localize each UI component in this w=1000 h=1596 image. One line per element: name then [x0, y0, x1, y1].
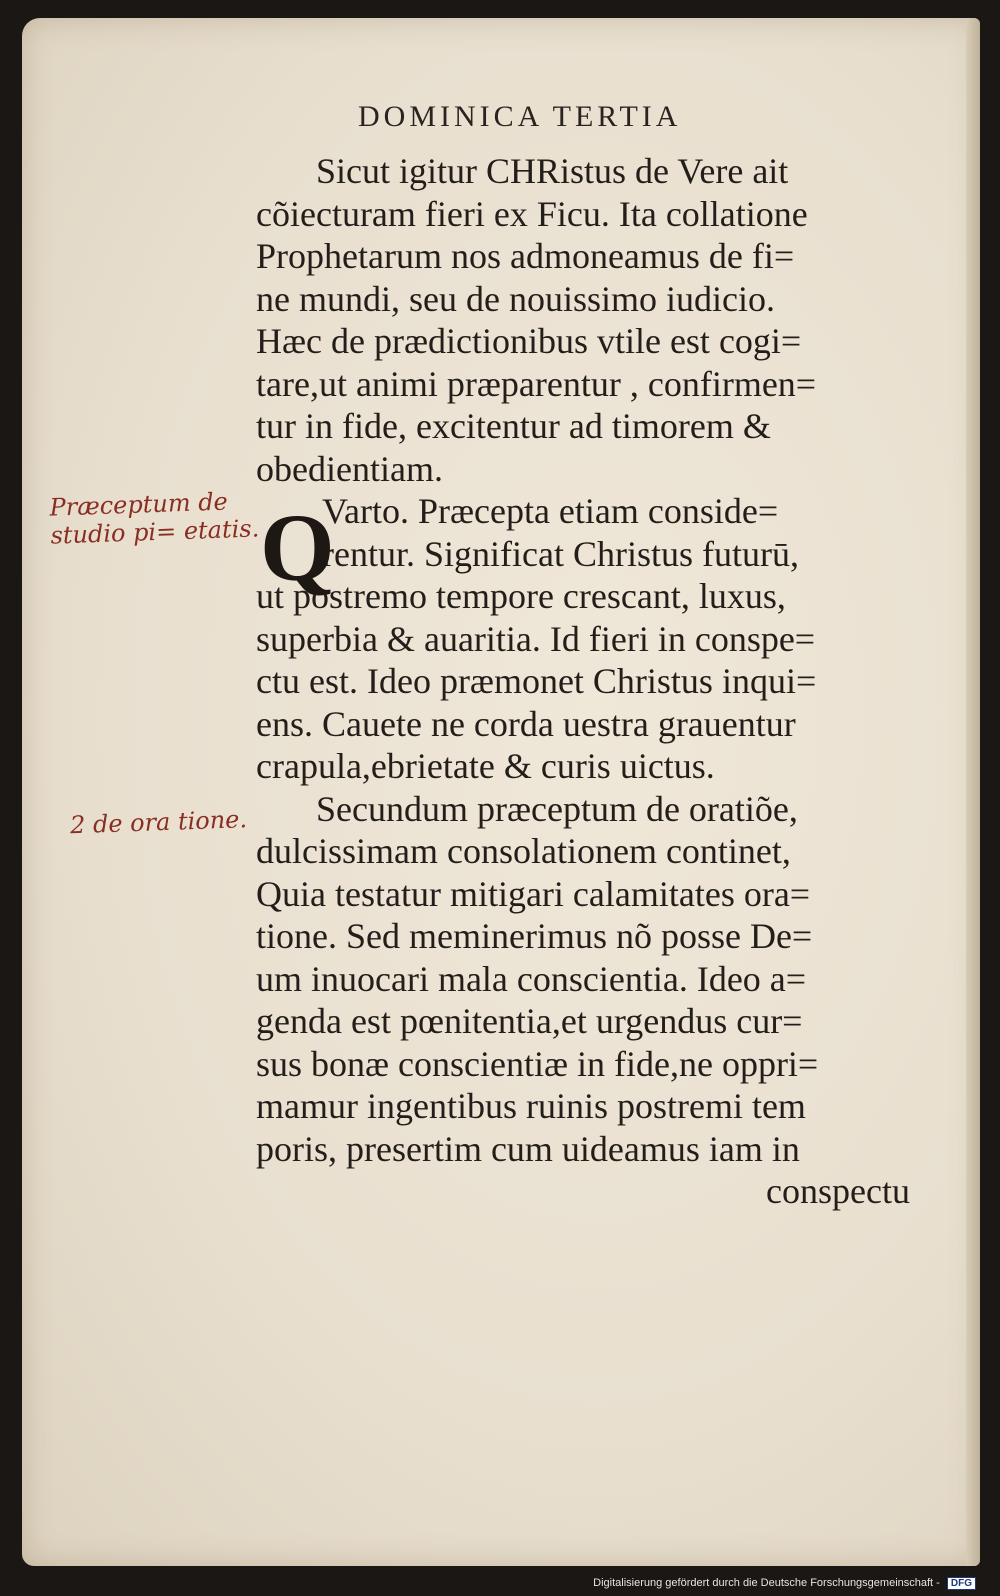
text-line: um inuocari mala conscientia. Ideo a= — [256, 958, 807, 999]
text-line: Varto. Præcepta etiam conside= — [322, 491, 779, 531]
footer-text: Digitalisierung gefördert durch die Deutsche Forschungsgemeinschaft - — [593, 1577, 940, 1589]
text-line: ut postremo tempore crescant, luxus, — [256, 576, 786, 616]
drop-cap-initial: Q — [260, 494, 335, 601]
text-line: rentur. Significat Christus futurū, — [322, 533, 799, 574]
dfg-logo: DFG — [947, 1577, 976, 1590]
text-line: Quia testatur mitigari calamitates ora= — [256, 873, 811, 914]
text-line: crapula,ebrietate & curis uictus. — [256, 746, 715, 786]
text-line: ens. Cauete ne corda uestra grauentur — [256, 703, 796, 744]
footer-credit — [593, 1577, 976, 1590]
running-head: DOMINICA TERTIA — [358, 100, 682, 133]
text-line: mamur ingentibus ruinis postremi tem — [256, 1086, 806, 1126]
text-line: obedientiam. — [256, 448, 443, 489]
text-line: poris, presertim cum uideamus iam in — [256, 1128, 800, 1169]
text-line: ctu est. Ideo præmonet Christus inqui= — [256, 661, 817, 701]
text-line: Secundum præceptum de oratiõe, — [316, 788, 798, 829]
page-edge — [966, 18, 980, 1566]
body-text — [256, 150, 916, 1213]
text-line: Hæc de prædictionibus vtile est cogi= — [256, 321, 802, 361]
text-line: superbia & auaritia. Id fieri in conspe= — [256, 618, 816, 659]
text-line: tare,ut animi præparentur , confirmen= — [256, 363, 817, 404]
text-line: Prophetarum nos admoneamus de fi= — [256, 236, 795, 276]
text-line: tione. Sed meminerimus nõ posse De= — [256, 916, 813, 956]
text-line: Sicut igitur CHRistus de Vere ait — [316, 151, 789, 191]
catchword: conspectu — [766, 1171, 910, 1211]
text-line: sus bonæ conscientiæ in fide,ne oppri= — [256, 1043, 819, 1084]
text-line: cõiecturam fieri ex Ficu. Ita collatione — [256, 193, 808, 234]
text-line: tur in fide, excitentur ad timorem & — [256, 406, 771, 446]
text-line: ne mundi, seu de nouissimo iudicio. — [256, 278, 775, 319]
marginal-note: Præceptum de studio pi= etatis. — [49, 487, 260, 550]
text-line: dulcissimam consolationem continet, — [256, 831, 791, 871]
marginal-note: 2 de ora tione. — [69, 805, 248, 840]
text-line: genda est pœnitentia,et urgendus cur= — [256, 1001, 803, 1041]
